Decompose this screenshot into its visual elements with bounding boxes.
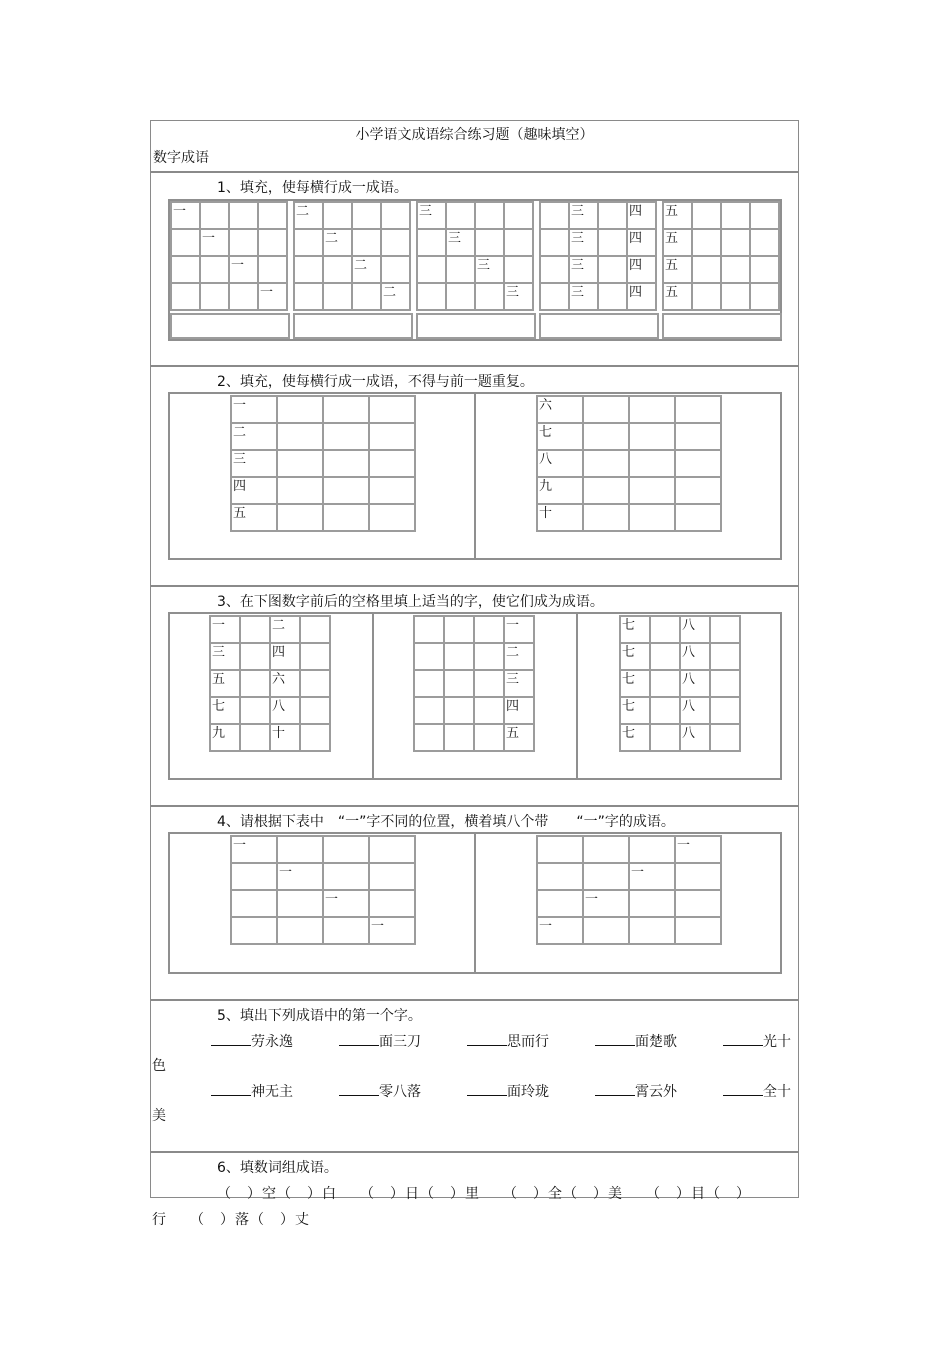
page-subtitle: 数字成语 (153, 150, 209, 166)
q6-line-1: （ ）空（ ）白 （ ）日（ ）里 （ ）全（ ）美 （ ）目（ ） (217, 1186, 751, 1202)
q3-grid-3-cell[interactable]: 八 (679, 696, 711, 725)
q3-grid-1-cell[interactable] (299, 723, 331, 752)
question-3-section (150, 585, 799, 806)
q2-grid-2-cell[interactable] (582, 422, 630, 451)
q1-grid-2-cell[interactable]: 二 (351, 255, 382, 284)
q2-grid-2-cell[interactable] (674, 449, 722, 478)
q1-grid-1-cell[interactable] (170, 255, 201, 284)
q1-grid-5-cell[interactable]: 五 (662, 201, 693, 230)
q4-grid-2-cell[interactable] (536, 889, 584, 918)
q2-grid-2-cell[interactable] (674, 395, 722, 424)
q1-grid-2-cell[interactable] (293, 228, 324, 257)
answer-blank[interactable] (723, 1033, 763, 1046)
q1-grid-1-cell[interactable]: 一 (199, 228, 230, 257)
q5-item-text: 霄云外 (635, 1084, 677, 1100)
q3-grid-2-cell[interactable]: 二 (503, 642, 535, 671)
q2-grid-1-cell[interactable] (322, 476, 370, 505)
q3-grid-2-cell[interactable]: 五 (503, 723, 535, 752)
q2-grid-1-cell[interactable] (368, 503, 416, 532)
q1-grid-2-cell[interactable] (322, 255, 353, 284)
q1-grid-5-cell[interactable] (720, 282, 751, 311)
q3-grid-1-cell[interactable]: 一 (209, 615, 241, 644)
q2-grid-1-cell[interactable] (276, 449, 324, 478)
q4-grid-1-cell[interactable] (230, 862, 278, 891)
q2-grid-1-cell[interactable] (368, 395, 416, 424)
q5-row-2-wrap: 美 (152, 1108, 166, 1124)
q4-grid-1-cell[interactable]: 一 (322, 889, 370, 918)
q3-grid-3-cell[interactable]: 八 (679, 615, 711, 644)
q3-grid-1-cell[interactable] (299, 669, 331, 698)
q1-grid-2-cell[interactable]: 二 (322, 228, 353, 257)
q2-grid-2-cell[interactable] (628, 395, 676, 424)
q3-grid-1-cell[interactable] (299, 615, 331, 644)
q2-grid-1-cell[interactable]: 一 (230, 395, 278, 424)
answer-blank[interactable] (595, 1083, 635, 1096)
q2-grid-1-cell[interactable] (322, 422, 370, 451)
q5-item (339, 1081, 421, 1101)
q1-grid-4-cell[interactable] (539, 255, 570, 284)
q4-grid-1-cell[interactable] (276, 835, 324, 864)
answer-blank[interactable] (211, 1033, 251, 1046)
q1-grid-3-cell[interactable] (416, 255, 447, 284)
q2-grid-1-cell[interactable]: 二 (230, 422, 278, 451)
q2-grid-2-cell[interactable] (674, 422, 722, 451)
q3-grid-3-cell[interactable] (709, 642, 741, 671)
header-section (150, 120, 799, 172)
q1-grid-3-cell[interactable] (503, 255, 534, 284)
q1-grid-1-cell[interactable] (228, 201, 259, 230)
q1-grid-5-cell[interactable] (691, 228, 722, 257)
q2-grid-2-cell[interactable]: 六 (536, 395, 584, 424)
q1-grid-5-cell[interactable]: 五 (662, 255, 693, 284)
q1-grid-5-cell[interactable] (720, 255, 751, 284)
q2-grid-1-cell[interactable] (322, 503, 370, 532)
answer-blank[interactable] (595, 1033, 635, 1046)
q1-grid-4-cell[interactable] (597, 228, 628, 257)
q2-grid-1-cell[interactable] (368, 449, 416, 478)
q2-grid-2-cell[interactable] (582, 476, 630, 505)
q1-grid-3-cell[interactable] (503, 201, 534, 230)
q2-grid-1-cell[interactable] (276, 395, 324, 424)
q3-grid-2-cell[interactable] (443, 696, 475, 725)
q3-grid-1-cell[interactable]: 五 (209, 669, 241, 698)
q4-grid-1-cell[interactable] (230, 916, 278, 945)
q3-grid-2-cell[interactable] (473, 723, 505, 752)
q3-grid-1-cell[interactable]: 四 (269, 642, 301, 671)
q2-grid-2-cell[interactable] (582, 395, 630, 424)
q5-item (211, 1031, 293, 1051)
q1-grid-5-cell[interactable] (691, 282, 722, 311)
q3-grid-3-cell[interactable] (709, 723, 741, 752)
q1-grid-3-cell[interactable] (445, 282, 476, 311)
q1-grid-1-cell[interactable] (199, 201, 230, 230)
q4-grid-1-cell[interactable] (368, 889, 416, 918)
question-6-section (150, 1151, 799, 1228)
q1-grid-4-cell[interactable]: 三 (568, 282, 599, 311)
answer-blank[interactable] (339, 1083, 379, 1096)
q5-item-text: 全十 (763, 1084, 791, 1100)
question-2-text: 2、填充，使每横行成一成语，不得与前一题重复。 (217, 374, 534, 390)
q4-grid-1-cell[interactable] (322, 916, 370, 945)
q3-grid-3-cell[interactable] (709, 696, 741, 725)
q1-grid-2-cell[interactable] (351, 228, 382, 257)
q3-grid-3-cell[interactable] (649, 723, 681, 752)
q5-item (723, 1031, 791, 1051)
q2-grid-2-cell[interactable] (628, 449, 676, 478)
q5-item (339, 1031, 421, 1051)
q3-grid-1-cell[interactable]: 六 (269, 669, 301, 698)
q1-grid-5-cell[interactable] (720, 201, 751, 230)
q3-grid-2-cell[interactable] (413, 642, 445, 671)
q5-item (723, 1081, 791, 1101)
q2-grid-1-cell[interactable] (322, 395, 370, 424)
q1-grid-2-cell[interactable] (293, 255, 324, 284)
q1-grid-2-cell[interactable] (322, 282, 353, 311)
q3-grid-3-cell[interactable]: 八 (679, 669, 711, 698)
q1-grid-3-cell[interactable] (474, 228, 505, 257)
q1-grid-5-footer-cell (662, 313, 782, 339)
q1-grid-4-cell[interactable]: 三 (568, 255, 599, 284)
q3-grid-1-cell[interactable] (299, 642, 331, 671)
q1-grid-3-cell[interactable] (503, 228, 534, 257)
q1-grid-3-cell[interactable]: 三 (416, 201, 447, 230)
q1-grid-1-cell[interactable] (257, 255, 288, 284)
q5-item (211, 1081, 293, 1101)
q3-grid-2-cell[interactable] (413, 696, 445, 725)
q1-grid-1-cell[interactable]: 一 (257, 282, 288, 311)
q4-grid-1-cell[interactable] (276, 889, 324, 918)
q5-item (467, 1081, 549, 1101)
q4-grid-2-cell[interactable]: 一 (536, 916, 584, 945)
question-5-text: 5、填出下列成语中的第一个字。 (217, 1008, 422, 1024)
q3-grid-1-cell[interactable]: 二 (269, 615, 301, 644)
q5-item-text: 劳永逸 (251, 1034, 293, 1050)
q5-item-text: 面楚歌 (635, 1034, 677, 1050)
q1-grid-5-cell[interactable]: 五 (662, 228, 693, 257)
q1-grid-2-cell[interactable] (380, 228, 411, 257)
q2-grid-1-cell[interactable]: 三 (230, 449, 278, 478)
q3-grid-1-cell[interactable] (239, 642, 271, 671)
q1-grid-5-cell[interactable] (749, 282, 780, 311)
q1-grid-3-cell[interactable]: 三 (503, 282, 534, 311)
q1-grid-1-cell[interactable] (199, 282, 230, 311)
answer-blank[interactable] (339, 1033, 379, 1046)
q1-grid-3-cell[interactable]: 三 (474, 255, 505, 284)
q5-item (467, 1031, 549, 1051)
q3-grid-3-cell[interactable]: 七 (619, 696, 651, 725)
q1-grid-1-cell[interactable]: 一 (228, 255, 259, 284)
q1-grid-4-cell[interactable]: 四 (626, 255, 657, 284)
q3-grid-2-cell[interactable]: 四 (503, 696, 535, 725)
q2-grid-2-cell[interactable]: 十 (536, 503, 584, 532)
q2-grid-2-cell[interactable] (628, 476, 676, 505)
q4-grid-2-cell[interactable] (628, 835, 676, 864)
q1-grid-4-cell[interactable]: 三 (568, 201, 599, 230)
q1-grid-2-footer-cell (293, 313, 413, 339)
q2-grid-1-cell[interactable] (368, 422, 416, 451)
q1-grid-2-cell[interactable] (351, 201, 382, 230)
q3-grid-3-cell[interactable]: 八 (679, 723, 711, 752)
q1-grid-3-cell[interactable] (474, 282, 505, 311)
q2-grid-2-cell[interactable] (674, 476, 722, 505)
q3-grid-2-cell[interactable] (413, 669, 445, 698)
q3-grid-3-cell[interactable] (709, 615, 741, 644)
answer-blank[interactable] (211, 1083, 251, 1096)
q3-grid-1-cell[interactable]: 七 (209, 696, 241, 725)
q3-grid-2-cell[interactable] (473, 696, 505, 725)
q2-grid-1-cell[interactable] (276, 476, 324, 505)
q1-grid-1-cell[interactable] (199, 255, 230, 284)
q3-grid-1-cell[interactable] (239, 615, 271, 644)
q3-grid-3-cell[interactable]: 七 (619, 669, 651, 698)
q2-grid-1-cell[interactable]: 五 (230, 503, 278, 532)
q4-grid-1-cell[interactable]: 一 (276, 862, 324, 891)
q1-grid-5-cell[interactable]: 五 (662, 282, 693, 311)
q1-grid-4-cell[interactable] (597, 282, 628, 311)
q4-grid-1-cell[interactable] (276, 916, 324, 945)
question-4-text: 4、请根据下表中 “一”字不同的位置，横着填八个带 “一”字的成语。 (217, 814, 675, 830)
q1-grid-3-cell[interactable] (474, 201, 505, 230)
q1-grid-2-cell[interactable] (380, 201, 411, 230)
q1-grid-5-cell[interactable] (749, 255, 780, 284)
q2-grid-2-cell[interactable] (628, 503, 676, 532)
q4-grid-1-cell[interactable] (368, 862, 416, 891)
answer-blank[interactable] (467, 1033, 507, 1046)
q1-grid-4-cell[interactable] (539, 201, 570, 230)
q1-grid-3-cell[interactable] (416, 228, 447, 257)
q3-grid-1-cell[interactable]: 三 (209, 642, 241, 671)
q4-grid-2-cell[interactable]: 一 (582, 889, 630, 918)
q1-grid-4-cell[interactable] (597, 201, 628, 230)
q1-grid-3-footer-cell (416, 313, 536, 339)
q3-grid-3-cell[interactable] (649, 696, 681, 725)
q2-grid-2-cell[interactable] (582, 503, 630, 532)
q4-grid-1-cell[interactable] (322, 862, 370, 891)
q1-grid-5-cell[interactable] (749, 201, 780, 230)
q5-item (595, 1031, 677, 1051)
q3-grid-1-cell[interactable]: 八 (269, 696, 301, 725)
q3-grid-3-cell[interactable] (709, 669, 741, 698)
q3-grid-3-cell[interactable]: 七 (619, 615, 651, 644)
q3-grid-2-cell[interactable] (473, 615, 505, 644)
q3-grid-1-cell[interactable] (299, 696, 331, 725)
q1-grid-3-cell[interactable]: 三 (445, 228, 476, 257)
q4-grid-1-cell[interactable] (322, 835, 370, 864)
q4-grid-1-cell[interactable] (368, 835, 416, 864)
q3-grid-1-cell[interactable] (239, 696, 271, 725)
question-2-section (150, 365, 799, 586)
q2-grid-2-cell[interactable] (628, 422, 676, 451)
q3-grid-2-cell[interactable] (443, 642, 475, 671)
q4-grid-2-cell[interactable] (674, 889, 722, 918)
q4-grid-2-cell[interactable] (582, 835, 630, 864)
q3-grid-1-cell[interactable] (239, 723, 271, 752)
q3-grid-2-cell[interactable]: 三 (503, 669, 535, 698)
q3-grid-1-cell[interactable]: 九 (209, 723, 241, 752)
q4-grid-2-cell[interactable] (536, 862, 584, 891)
q1-grid-4-footer-cell (539, 313, 659, 339)
question-1-section (150, 171, 799, 366)
q5-item (595, 1081, 677, 1101)
q3-grid-3-cell[interactable] (649, 642, 681, 671)
q1-grid-2-cell[interactable] (351, 282, 382, 311)
q1-grid-4-cell[interactable]: 四 (626, 282, 657, 311)
q1-grid-1-cell[interactable] (257, 228, 288, 257)
q6-line-2: 行 （ ）落（ ）丈 (152, 1212, 310, 1228)
q4-grid-2-cell[interactable] (628, 916, 676, 945)
q1-grid-1-cell[interactable] (170, 282, 201, 311)
q2-grid-1-cell[interactable] (276, 503, 324, 532)
q2-grid-2-cell[interactable]: 七 (536, 422, 584, 451)
q1-grid-4-cell[interactable] (539, 282, 570, 311)
q1-grid-5-cell[interactable] (720, 228, 751, 257)
q1-grid-3-cell[interactable] (445, 255, 476, 284)
q1-grid-2-cell[interactable] (380, 255, 411, 284)
q3-grid-3-cell[interactable] (649, 615, 681, 644)
q2-grid-1-cell[interactable]: 四 (230, 476, 278, 505)
q1-grid-2-cell[interactable]: 二 (380, 282, 411, 311)
q1-grid-5-cell[interactable] (691, 201, 722, 230)
q3-grid-2-cell[interactable] (443, 615, 475, 644)
q5-item-text: 面三刀 (379, 1034, 421, 1050)
q1-grid-4-cell[interactable]: 三 (568, 228, 599, 257)
q4-grid-2-cell[interactable] (536, 835, 584, 864)
q3-grid-2-cell[interactable] (473, 669, 505, 698)
question-6-text: 6、填数词组成语。 (217, 1160, 338, 1176)
q5-item-text: 思而行 (507, 1034, 549, 1050)
page-title: 小学语文成语综合练习题（趣味填空） (355, 127, 594, 143)
q1-grid-4-cell[interactable]: 四 (626, 228, 657, 257)
answer-blank[interactable] (467, 1083, 507, 1096)
q3-grid-2-cell[interactable] (473, 642, 505, 671)
q4-grid-1-cell[interactable]: 一 (368, 916, 416, 945)
q5-item-text: 光十 (763, 1034, 791, 1050)
q1-grid-3-cell[interactable] (416, 282, 447, 311)
q4-grid-2-cell[interactable] (582, 862, 630, 891)
q1-grid-3-cell[interactable] (445, 201, 476, 230)
q3-grid-3-cell[interactable] (649, 669, 681, 698)
q3-grid-2-cell[interactable]: 一 (503, 615, 535, 644)
q1-grid-2-cell[interactable] (322, 201, 353, 230)
q3-grid-3-cell[interactable]: 七 (619, 723, 651, 752)
q4-grid-2-cell[interactable] (674, 862, 722, 891)
q4-grid-1-cell[interactable]: 一 (230, 835, 278, 864)
q3-grid-3-cell[interactable]: 八 (679, 642, 711, 671)
q2-grid-1-cell[interactable] (276, 422, 324, 451)
q3-grid-3-cell[interactable]: 七 (619, 642, 651, 671)
q2-grid-2-cell[interactable]: 九 (536, 476, 584, 505)
q2-grid-2-cell[interactable]: 八 (536, 449, 584, 478)
q2-grid-1-cell[interactable] (368, 476, 416, 505)
q1-grid-5-cell[interactable] (691, 255, 722, 284)
q2-grid-2-cell[interactable] (582, 449, 630, 478)
q3-grid-1-cell[interactable]: 十 (269, 723, 301, 752)
q4-grid-2-cell[interactable] (674, 916, 722, 945)
q4-grid-2-cell[interactable] (582, 916, 630, 945)
q1-grid-1-cell[interactable] (170, 228, 201, 257)
q1-grid-1-cell[interactable] (228, 228, 259, 257)
q1-grid-1-footer-cell (170, 313, 290, 339)
q1-grid-2-cell[interactable] (293, 282, 324, 311)
q1-grid-5-cell[interactable] (749, 228, 780, 257)
question-3-text: 3、在下图数字前后的空格里填上适当的字，使它们成为成语。 (217, 594, 604, 610)
q5-row-1-wrap: 色 (152, 1058, 166, 1074)
q5-item-text: 零八落 (379, 1084, 421, 1100)
q1-grid-4-cell[interactable] (597, 255, 628, 284)
question-4-section (150, 805, 799, 1000)
q5-item-text: 面玲珑 (507, 1084, 549, 1100)
q2-grid-2-cell[interactable] (674, 503, 722, 532)
q1-grid-1-cell[interactable] (228, 282, 259, 311)
q4-grid-2-cell[interactable] (628, 889, 676, 918)
q3-grid-2-cell[interactable] (443, 723, 475, 752)
q4-grid-2-cell[interactable]: 一 (674, 835, 722, 864)
q2-grid-1-cell[interactable] (322, 449, 370, 478)
q5-item-text: 神无主 (251, 1084, 293, 1100)
question-5-section (150, 999, 799, 1152)
q1-grid-1-cell[interactable]: 一 (170, 201, 201, 230)
q3-grid-2-cell[interactable] (413, 723, 445, 752)
question-1-text: 1、填充，使每横行成一成语。 (217, 180, 408, 196)
q3-grid-2-cell[interactable] (413, 615, 445, 644)
q3-grid-1-cell[interactable] (239, 669, 271, 698)
q4-grid-1-cell[interactable] (230, 889, 278, 918)
q3-grid-2-cell[interactable] (443, 669, 475, 698)
answer-blank[interactable] (723, 1083, 763, 1096)
q1-grid-2-cell[interactable]: 二 (293, 201, 324, 230)
q1-grid-1-cell[interactable] (257, 201, 288, 230)
q1-grid-4-cell[interactable]: 四 (626, 201, 657, 230)
q1-grid-4-cell[interactable] (539, 228, 570, 257)
q4-grid-2-cell[interactable]: 一 (628, 862, 676, 891)
